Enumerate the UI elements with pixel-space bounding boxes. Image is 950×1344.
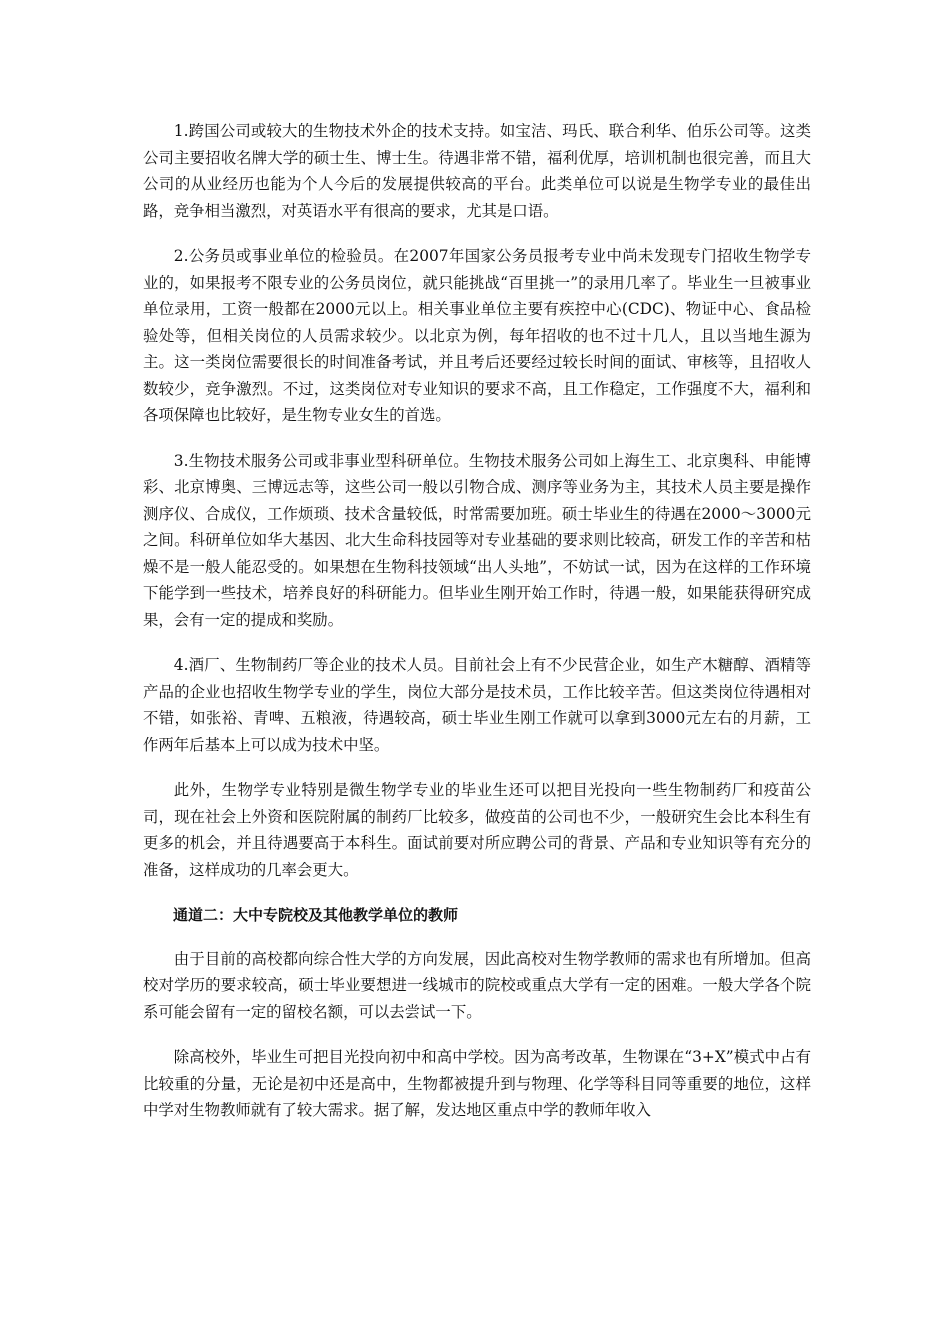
paragraph-multinational-companies: 1.跨国公司或较大的生物技术外企的技术支持。如宝洁、玛氏、联合利华、伯乐公司等。这类公司主要招收名牌大学的硕士生、博士生。待遇非常不错，福利优厚，培训机制也很完善，而且大公司的从业经历也能为个人今后的发展提供较高的平台。此类单位可以说是生物学专业的最佳出路，竞争相当激烈，对英语水平有很高的要求，尤其是口语。	[143, 122, 811, 220]
paragraph-university-teachers: 由于目前的高校都向综合性大学的方向发展，因此高校对生物学教师的需求也有所增加。但高校对学历的要求较高，硕士毕业要想进一线城市的院校或重点大学有一定的困难。一般大学各个院系可能会留有一定的留校名额，可以去尝试一下。	[143, 949, 811, 1021]
paragraph-biotech-service-companies: 3.生物技术服务公司或非事业型科研单位。生物技术服务公司如上海生工、北京奥科、申能博彩、北京博奥、三博远志等，这些公司一般以引物合成、测序等业务为主，其技术人员主要是操作测序仪、合成仪，工作烦琐、技术含量较低，时常需要加班。硕士毕业生的待遇在2000～3000元之间。科研单位如华大基因、北大生命科技园等对专业基础的要求则比较高，研发工作的辛苦和枯燥不是一般人能忍受的。如果想在生物科技领域“出人头地”，不妨试一试，因为在这样的工作环境下能学到一些技术，培养良好的科研能力。但毕业生刚开始工作时，待遇一般，如果能获得研究成果，会有一定的提成和奖励。	[143, 451, 811, 629]
document-body	[143, 118, 811, 1143]
section-heading-channel-two: 通道二：大中专院校及其他教学单位的教师	[173, 906, 459, 924]
paragraph-middle-school-teachers: 除高校外，毕业生可把目光投向初中和高中学校。因为高考改革，生物课在“3+X”模式中占有比较重的分量，无论是初中还是高中，生物都被提升到与物理、化学等科目同等重要的地位，这样中学对生物教师就有了较大需求。据了解，发达地区重点中学的教师年收入	[143, 1048, 811, 1119]
paragraph-civil-servant-inspector: 2.公务员或事业单位的检验员。在2007年国家公务员报考专业中尚未发现专门招收生物学专业的，如果报考不限专业的公务员岗位，就只能挑战“百里挑一”的录用几率了。毕业生一旦被事业单位录用，工资一般都在2000元以上。相关事业单位主要有疾控中心(CDC)、物证中心、食品检验处等，但相关岗位的人员需求较少。以北京为例，每年招收的也不过十几人，且以当地生源为主。这一类岗位需要很长的时间准备考试，并且考后还要经过较长时间的面试、审核等，且招收人数较少，竞争激烈。不过，这类岗位对专业知识的要求不高，且工作稳定，工作强度不大，福利和各项保障也比较好，是生物专业女生的首选。	[143, 247, 811, 424]
paragraph-brewery-pharma-technicians: 4.酒厂、生物制药厂等企业的技术人员。目前社会上有不少民营企业，如生产木糖醇、酒精等产品的企业也招收生物学专业的学生，岗位大部分是技术员，工作比较辛苦。但这类岗位待遇相对不错，如张裕、青啤、五粮液，待遇较高，硕士毕业生刚工作就可以拿到3000元左右的月薪，工作两年后基本上可以成为技术中坚。	[143, 656, 811, 754]
paragraph-vaccine-companies: 此外，生物学专业特别是微生物学专业的毕业生还可以把目光投向一些生物制药厂和疫苗公司，现在社会上外资和医院附属的制药厂比较多，做疫苗的公司也不少，一般研究生会比本科生有更多的机会，并且待遇要高于本科生。面试前要对所应聘公司的背景、产品和专业知识等有充分的准备，这样成功的几率会更大。	[143, 781, 811, 879]
